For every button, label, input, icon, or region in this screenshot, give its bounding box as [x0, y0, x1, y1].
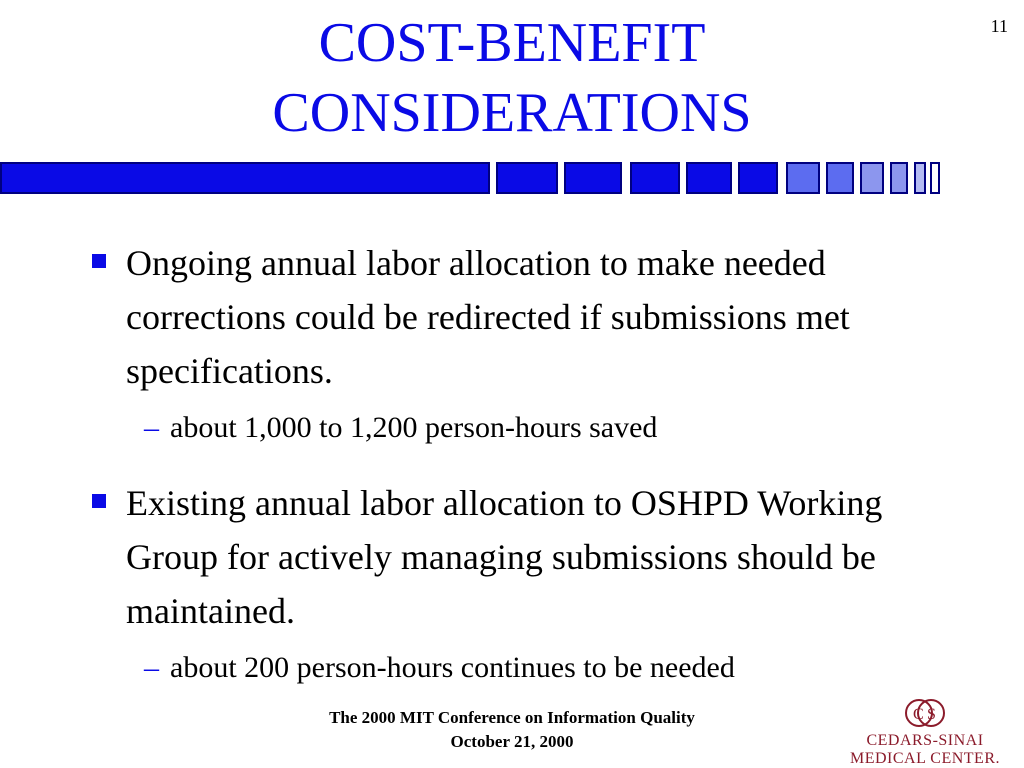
sub-bullet-item: [88, 648, 968, 688]
sub-bullet-text: about 1,000 to 1,200 person-hours saved: [170, 411, 658, 444]
dash-bullet-icon: –: [144, 411, 159, 444]
square-bullet-icon: [92, 254, 106, 268]
logo-wordmark: CEDARS-SINAI MEDICAL CENTER.: [849, 732, 1000, 767]
title-line-1: COST-BENEFIT: [318, 12, 706, 74]
slide-number: 11: [990, 16, 1008, 36]
divider-block: [686, 162, 732, 194]
divider-block: [914, 162, 926, 194]
divider-block: [786, 162, 820, 194]
bullet-text: Ongoing annual labor allocation to make needed corrections could be redirected if submissions met specifications.: [126, 243, 850, 391]
divider-block: [564, 162, 622, 194]
cedars-sinai-logo: [840, 696, 1010, 767]
slide-title: [0, 8, 1024, 148]
decorative-divider-bar: [0, 162, 944, 194]
footer-conference: The 2000 MIT Conference on Information Quality: [329, 708, 695, 727]
cs-monogram-icon: [905, 696, 945, 730]
divider-block: [496, 162, 558, 194]
bullet-item: [88, 476, 968, 638]
svg-text:S: S: [927, 706, 936, 723]
bullet-item: [88, 236, 968, 398]
divider-block: [890, 162, 908, 194]
dash-bullet-icon: –: [144, 651, 159, 684]
svg-text:C: C: [913, 706, 924, 723]
divider-block: [826, 162, 854, 194]
bullet-text: Existing annual labor allocation to OSHPD Working Group for actively managing submissions should be maintained.: [126, 483, 883, 631]
divider-block: [738, 162, 778, 194]
title-line-2: CONSIDERATIONS: [272, 82, 752, 144]
square-bullet-icon: [92, 494, 106, 508]
divider-block: [930, 162, 940, 194]
divider-block: [0, 162, 490, 194]
footer-date: October 21, 2000: [450, 732, 574, 751]
slide-body: [88, 236, 968, 716]
sub-bullet-item: [88, 408, 968, 448]
divider-block: [630, 162, 680, 194]
divider-block: [860, 162, 884, 194]
sub-bullet-text: about 200 person-hours continues to be needed: [170, 651, 735, 684]
